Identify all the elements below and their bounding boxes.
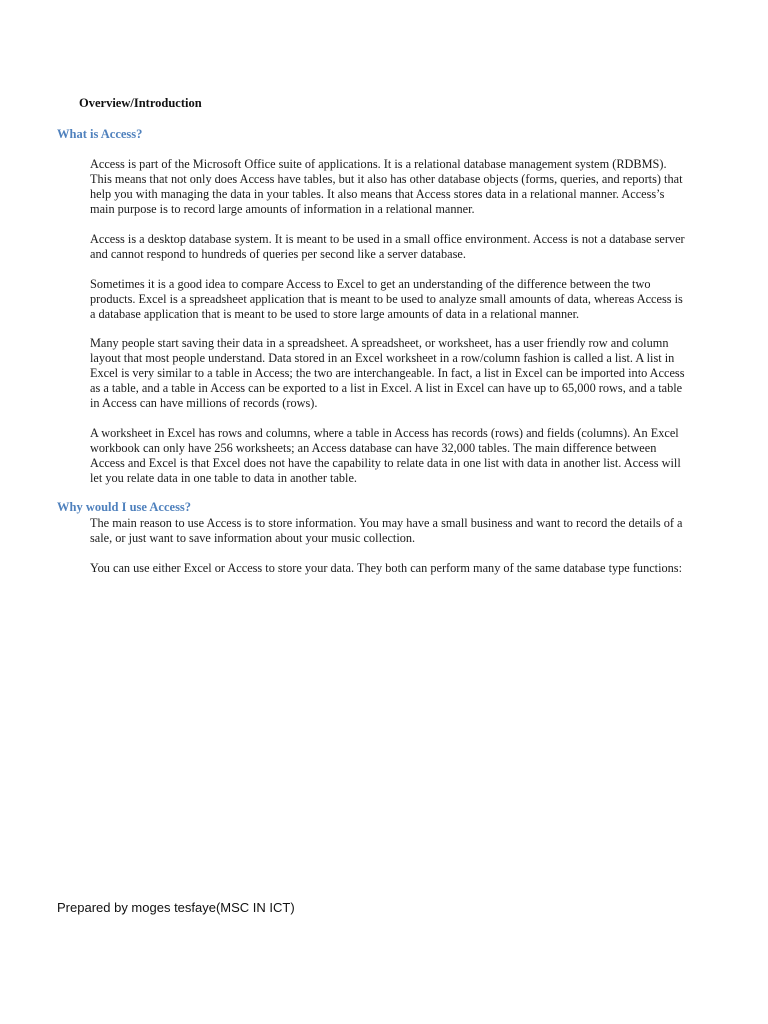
paragraph: Access is a desktop database system. It is meant to be used in a small office environment. Access is not a database server and cannot respond to hundreds of queries per second like a server database. xyxy=(90,232,685,261)
paragraph: Many people start saving their data in a spreadsheet. A spreadsheet, or worksheet, has a user friendly row and column layout that most people understand. Data stored in an Excel worksheet in a row/column fashion is called a list. A list in Excel is very similar to a table in Access; the two are interchangeable. In fact, a list in Excel can be imported into Access as a table, and a table in Access can be exported to a list in Excel. A list in Excel can have up to 65,000 rows, and a table in Access can have millions of records (rows). xyxy=(90,336,685,410)
page-footer: Prepared by moges tesfaye(MSC IN ICT) xyxy=(57,900,295,915)
section-heading-why-use-access: Why would I use Access? xyxy=(57,500,192,514)
paragraph: Access is part of the Microsoft Office suite of applications. It is a relational database management system (RDBMS). This means that not only does Access have tables, but it also has other database objects (forms, queries, and reports) that help you with managing the data in your tables. It also means that Access stores data in a relational manner. Access’s main purpose is to record large amounts of information in a relational manner. xyxy=(90,157,683,216)
section-heading-what-is-access: What is Access? xyxy=(57,127,143,141)
paragraph: A worksheet in Excel has rows and columns, where a table in Access has records (rows) and fields (columns). An Excel workbook can only have 256 worksheets; an Access database can have 32,000 tables. The main difference between Access and Excel is that Excel does not have the capability to relate data in one list with data in another list. Access will let you relate data in one table to data in another table. xyxy=(90,426,681,485)
paragraph: The main reason to use Access is to store information. You may have a small business and want to record the details of a sale, or just want to save information about your music collection. xyxy=(90,516,683,545)
paragraph: You can use either Excel or Access to store your data. They both can perform many of the same database type functions: xyxy=(90,561,683,575)
page-title: Overview/Introduction xyxy=(79,96,202,110)
paragraph: Sometimes it is a good idea to compare Access to Excel to get an understanding of the difference between the two products. Excel is a spreadsheet application that is meant to be used to analyze small amounts of data, whereas Access is a database application that is meant to be used to store large amounts of data in a relational manner. xyxy=(90,277,683,321)
